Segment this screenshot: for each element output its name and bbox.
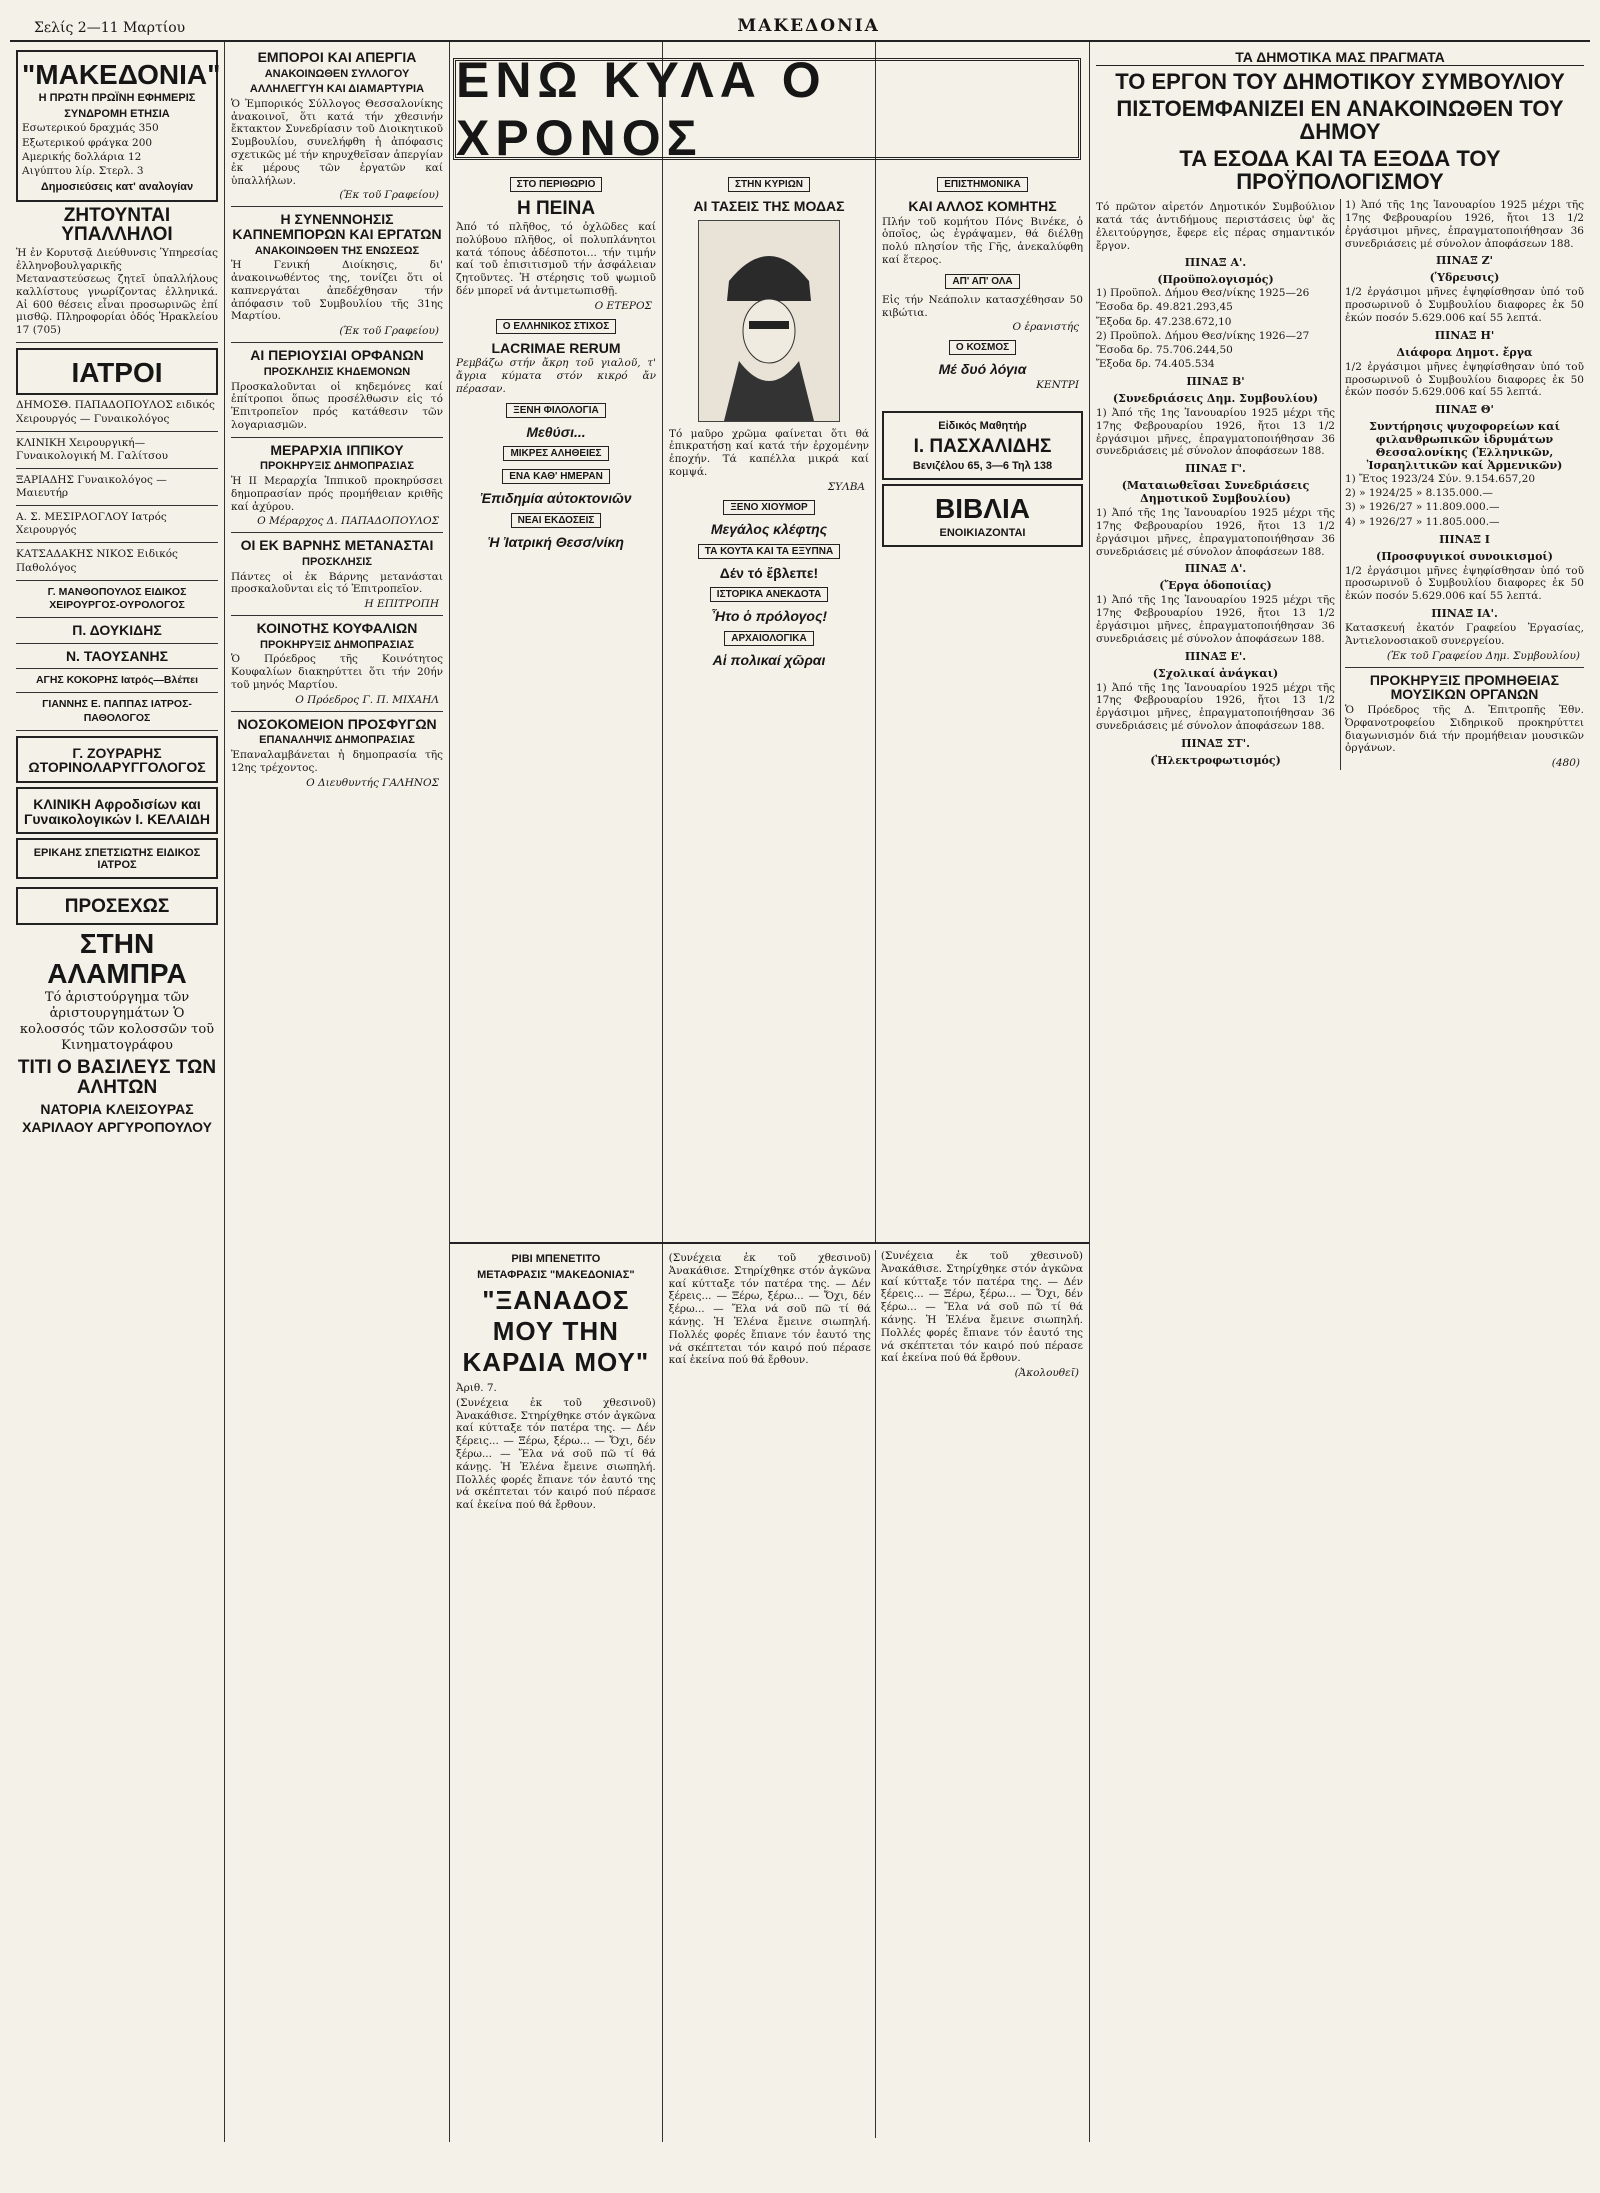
table-row: 2) » 1924/25 » 8.135.000.— <box>1345 487 1493 500</box>
article-text: 1/2 ἐργάσιμοι μῆνες ἐψηφίσθησαν ὑπό τοῦ προσωρινοῦ ὁ Συμβουλίου διαφορες ἐκ 50 ἐκών ποσόν 5.629.006 καί 55 λεπτά. <box>1345 564 1584 603</box>
cinema-text: Τό ἀριστούργημα τῶν ἀριστουργημάτων Ὁ κολοσσός τῶν κολοσσῶν τοῦ Κινηματογράφου <box>19 990 215 1053</box>
newspaper-title: ΜΑΚΕΔΟΝΙΑ <box>737 16 880 36</box>
subscription-box <box>16 50 221 202</box>
article-text: 1/2 ἐργάσιμοι μῆνες ἐψηφίσθησαν ὑπό τοῦ προσωρινοῦ ὁ Συμβουλίου διαφορες ἐκ 50 ἐκών ποσόν 5.629.006 καί 55 λεπτά. <box>1345 286 1584 324</box>
section-tag: ΞΕΝΗ ΦΙΛΟΛΟΓΙΑ <box>506 403 605 418</box>
paper-name: "ΜΑΚΕΔΟΝΙΑ" <box>22 59 221 90</box>
article-title: ΑΙ ΤΑΣΕΙΣ ΤΗΣ ΜΟΔΑΣ <box>693 198 845 214</box>
article-text: 1) Ἀπό τῆς 1ης Ἰανουαρίου 1925 μέχρι τῆς 17ης Φεβρουαρίου 1926, ἤτοι 13 1/2 ἐργάσιμοι μῆνες, ἐπραγματοποιήθησαν 36 συνεδριάσεις μέ σύνολον ἀποφάσεων 188. <box>1096 594 1335 645</box>
wanted-title: ΖΗΤΟΥΝΤΑΙ ΥΠΑΛΛΗΛΟΙ <box>61 204 173 246</box>
serial-translation: ΜΕΤΑΦΡΑΣΙΣ "ΜΑΚΕΔΟΝΙΑΣ" <box>477 1268 635 1281</box>
article-title: ΚΑΙ ΑΛΛΟΣ ΚΟΜΗΤΗΣ <box>908 198 1057 214</box>
paper-subtitle: Η ΠΡΩΤΗ ΠΡΩΪΝΗ ΕΦΗΜΕΡΙΣ <box>38 92 196 105</box>
table-title: ΠΙΝΑΞ Ε'. <box>1184 649 1247 663</box>
page-date: Σελίς 2—11 Μαρτίου <box>34 20 186 36</box>
subscription-line: Εξωτερικού φράγκα 200 <box>22 136 153 149</box>
books-ad: ΒΙΒΛΙΑ <box>935 493 1030 525</box>
article-subtitle: ΠΡΟΚΗΡΥΞΙΣ ΔΗΜΟΠΡΑΣΙΑΣ <box>260 638 414 651</box>
article-subtitle: ΠΡΟΚΗΡΥΞΙΣ ΔΗΜΟΠΡΑΣΙΑΣ <box>260 460 414 473</box>
doctor-ad: ΑΓΗΣ ΚΟΚΟΡΗΣ Ιατρός—Βλέπει <box>35 674 199 687</box>
article-title: ΜΕΡΑΡΧΙΑ ΙΠΠΙΚΟΥ <box>270 441 404 458</box>
subscription-line: Αιγύπτου λίρ. Στερλ. 3 <box>22 164 144 177</box>
article-text: Προσκαλοῦνται οἱ κηδεμόνες καί ἐπίτροποι ὅπως προσέλθωσιν εἰς τό Ἐπιτροπεῖον πρός κατάθεσιν τῶν λογαριασμῶν. <box>231 380 443 431</box>
article-subtitle: ΕΠΑΝΑΛΗΨΙΣ ΔΗΜΟΠΡΑΣΙΑΣ <box>259 734 415 747</box>
article-sign: Ο Διευθυντής ΓΑΛΗΝΟΣ <box>306 776 439 789</box>
doctor-ad: Π. ΔΟΥΚΙΔΗΣ <box>72 621 162 638</box>
article-sign: Ο ΕΤΕΡΟΣ <box>594 299 652 312</box>
article-title: Μέ δυό λόγια <box>938 361 1027 378</box>
article-title: Δέν τό ἔβλεπε! <box>719 564 819 581</box>
tailor-ad: Εἰδικός Μαθητήρ <box>938 420 1027 433</box>
table-subtitle: (Ἔργα ὁδοποιίας) <box>1159 579 1272 593</box>
table-row: 4) » 1926/27 » 11.805.000.— <box>1345 515 1500 528</box>
column-municipal <box>1090 42 1590 2142</box>
article-title: Αἱ πολικαί χῶραι <box>712 651 826 668</box>
section-tag: ΣΤΗΝ ΚΥΡΙΩΝ <box>728 177 810 192</box>
article-sign: Η ΕΠΙΤΡΟΠΗ <box>364 598 439 611</box>
budget-line: Ἔξοδα δρ. 47.238.672,10 <box>1096 315 1232 328</box>
headline: ΠΙΣΤΟΕΜΦΑΝΙΖΕΙ ΕΝ ΑΝΑΚΟΙΝΩΘΕΝ ΤΟΥ ΔΗΜΟΥ <box>1116 95 1564 144</box>
budget-line: Ἔσοδα δρ. 49.821.293,45 <box>1096 301 1233 314</box>
subscription-line: Αμερικής δολλάρια 12 <box>22 150 142 163</box>
doctor-ad: Ν. ΤΑΟΥΣΑΝΗΣ <box>65 647 169 664</box>
table-title: ΠΙΝΑΞ Ι <box>1439 532 1490 546</box>
article-text: Ρεμβάζω στήν ἄκρη τοῦ γιαλοῦ, τ' ἄγρια κύματα στόν κικρό ἄν πέρασαν. <box>456 357 656 395</box>
doctor-ad: ΚΛΙΝΙΚΗ Χειρουργική—Γυναικολογική Μ. Γαλίτσου <box>16 436 168 462</box>
middle-column-1 <box>450 42 663 1242</box>
section-tag: Ο ΕΛΛΗΝΙΚΟΣ ΣΤΙΧΟΣ <box>496 319 616 334</box>
budget-line: Ἔξοδα δρ. 74.405.534 <box>1096 357 1215 370</box>
article-title: Η ΣΥΝΕΝΝΟΗΣΙΣ ΚΑΠΝΕΜΠΟΡΩΝ ΚΑΙ ΕΡΓΑΤΩΝ <box>232 211 442 243</box>
table-title: ΠΙΝΑΞ Δ'. <box>1184 562 1247 576</box>
section-tag: ΝΕΑΙ ΕΚΔΟΣΕΙΣ <box>511 513 602 528</box>
table-subtitle: Συντήρησις ψυχοφορείων καί φιλανθρωπικῶν ἱδρυμάτων Θεσσαλονίκης (Ἑλληνικῶν, Ἰσραηλιτικῶν καί Ἀρμενικῶν) <box>1366 420 1563 473</box>
column-ads-left <box>10 42 225 2142</box>
article-subtitle: ΑΝΑΚΟΙΝΩΘΕΝ ΣΥΛΛΟΓΟΥ <box>264 67 410 80</box>
books-text: ΕΝΟΙΚΙΑΖΟΝΤΑΙ <box>939 526 1026 539</box>
section-heading: ΤΑ ΔΗΜΟΤΙΚΑ ΜΑΣ ΠΡΑΓΜΑΤΑ <box>1096 50 1584 66</box>
article-sign: Ο Μέραρχος Δ. ΠΑΠΑΔΟΠΟΥΛΟΣ <box>257 515 439 528</box>
subscription-title: ΣΥΝΔΡΟΜΗ ΕΤΗΣΙΑ <box>64 107 170 120</box>
feature-banner <box>447 54 1087 174</box>
article-title: Μεθύσι... <box>526 423 586 440</box>
doctor-ad: Γ. ΜΑΝΘΟΠΟΥΛΟΣ ΕΙΔΙΚΟΣ ΧΕΙΡΟΥΡΓΟΣ-ΟΥΡΟΛΟΓΟΣ <box>47 585 187 611</box>
headline: ΤΑ ΕΣΟΔΑ ΚΑΙ ΤΑ ΕΞΟΔΑ ΤΟΥ ΠΡΟΫΠΟΛΟΓΙΣΜΟΥ <box>1179 145 1501 195</box>
notice-sign: (480) <box>1551 757 1580 770</box>
article-text: Πάντες οἱ ἐκ Βάρνης μετανάσται προσκαλοῦνται εἰς τό Ἐπιτροπεῖον. <box>231 570 443 596</box>
table-subtitle: (Προϋπολογισμός) <box>1157 273 1274 287</box>
doctor-ad: ΔΗΜΟΣΘ. ΠΑΠΑΔΟΠΟΥΛΟΣ ειδικός Χειρουργός — Γυναικολόγος <box>16 399 215 425</box>
table-title: ΠΙΝΑΞ Θ' <box>1435 403 1494 417</box>
notice-text: Ὁ Πρόεδρος τῆς Δ. Ἐπιτροπῆς Ἐθν. Ὀρφανοτροφείου Σιδηρικοῦ προκηρύττει διαγωνισμόν διά τήν προμήθειαν μουσικῶν ὀργάνων. <box>1345 703 1584 755</box>
article-sign: (Ἐκ τοῦ Γραφείου) <box>339 189 439 202</box>
table-row: 1) Ἔτος 1923/24 Σύν. 9.154.657,20 <box>1345 473 1536 486</box>
doctor-ad: Α. Σ. ΜΕΣΙΡΛΟΓΛΟΥ Ιατρός Χειρουργός <box>16 511 167 537</box>
article-title: LACRIMAE RERUM <box>491 339 621 356</box>
article-title: ΑΙ ΠΕΡΙΟΥΣΙΑΙ ΟΡΦΑΝΩΝ <box>250 347 424 364</box>
newspaper-page <box>10 10 1590 2170</box>
section-tag: ΕΝΑ ΚΑΘ' ΗΜΕΡΑΝ <box>502 469 610 484</box>
article-sign: Ο Πρόεδρος Γ. Π. ΜΙΧΑΗΛ <box>295 693 439 706</box>
article-text: Ἀπό τό πλῆθος, τό ὀχλῶδες καί πολύβουο πλῆθος, οἱ πολυπλάνητοι κατά τόπους ἀδέσποτοι... τήν τιμήν καί τοῦ ἐπισιτισμοῦ τήν ἀσφάλειαν ζητοῦντες. Ἡ στέρησις τοῦ ψωμιοῦ δέν μπορεῖ νά ἀντιμετωπισθῇ. <box>456 220 656 297</box>
table-subtitle: (Σχολικαί ἀνάγκαι) <box>1152 666 1279 680</box>
article-text: 1) Ἀπό τῆς 1ης Ἰανουαρίου 1925 μέχρι τῆς 17ης Φεβρουαρίου 1926, ἤτοι 13 1/2 ἐργάσιμοι μῆνες, ἐπραγματοποιήθησαν 36 συνεδριάσεις μέ σύνολον ἀποφάσεων 188. <box>1096 407 1335 458</box>
article-sign: ΣΥΛΒΑ <box>827 480 865 493</box>
attention-heading: ΠΡΟΣΕΧΩΣ <box>64 896 170 918</box>
doctors-title: ΙΑΤΡΟΙ <box>71 356 163 388</box>
table-row: 3) » 1926/27 » 11.809.000.— <box>1345 501 1500 514</box>
budget-line: 2) Προϋπολ. Δήμου Θεσ/νίκης 1926—27 <box>1096 329 1310 342</box>
article-text: 1/2 ἐργάσιμοι μῆνες ἐψηφίσθησαν ὑπό τοῦ προσωρινοῦ ὁ Συμβουλίου διαφορες ἐκ 50 ἐκών ποσόν 5.629.006 καί 55 λεπτά. <box>1345 360 1584 399</box>
article-text: Ὁ Ἐμπορικός Σύλλογος Θεσσαλονίκης ἀνακοινοῖ, ὅτι κατά τήν χθεσινήν ἔκτακτον Συνεδρίασιν τοῦ Διοικητικοῦ Συμβουλίου, συνελήφθη ἡ ἀπόφασις σχετικῶς μέ τήν κηρυχθεῖσαν ἀπεργίαν ἐκ μέρους τῶν ἐργατῶν καί ὑπαλλήλων. <box>231 97 443 187</box>
article-text: 1) Ἀπό τῆς 1ης Ἰανουαρίου 1925 μέχρι τῆς 17ης Φεβρουαρίου 1926, ἤτοι 13 1/2 ἐργάσιμοι μῆνες, ἐπραγματοποιήθησαν 36 συνεδριάσεις μέ σύνολον ἀποφάσεων 188. <box>1096 681 1335 733</box>
budget-line: 1) Προϋπολ. Δήμου Θεσ/νίκης 1925—26 <box>1096 287 1310 300</box>
masthead <box>10 10 1590 42</box>
actors-line: ΧΑΡΙΛΑΟΥ ΑΡΓΥΡΟΠΟΥΛΟΥ <box>22 1119 212 1136</box>
article-sign: Ο ἐρανιστής <box>1012 321 1079 334</box>
section-tag: ΜΙΚΡΕΣ ΑΛΗΘΕΙΕΣ <box>503 446 608 461</box>
ads-note: Δημοσιεύσεις κατ' αναλογίαν <box>40 180 194 193</box>
film-title: ΤΙΤΙ Ο ΒΑΣΙΛΕΥΣ ΤΩΝ ΑΛΗΤΩΝ <box>17 1056 217 1098</box>
notice-title: ΠΡΟΚΗΡΥΞΙΣ ΠΡΟΜΗΘΕΙΑΣ ΜΟΥΣΙΚΩΝ ΟΡΓΑΝΩΝ <box>1369 671 1560 703</box>
section-tag: ΑΡΧΑΙΟΛΟΓΙΚΑ <box>724 631 813 646</box>
article-title: ΟΙ ΕΚ ΒΑΡΝΗΣ ΜΕΤΑΝΑΣΤΑΙ <box>240 537 434 554</box>
article-text: 1) Ἀπό τῆς 1ης Ἰανουαρίου 1925 μέχρι τῆς 17ης Φεβρουαρίου 1926, ἤτοι 13 1/2 ἐργάσιμοι μῆνες, ἐπραγματοποιήθησαν 36 συνεδριάσεις μέ σύνολον ἀποφάσεων 188. <box>1096 507 1335 558</box>
article-sign: (Ἐκ τοῦ Γραφείου Δημ. Συμβουλίου) <box>1386 649 1580 662</box>
article-title: Ἦτο ὁ πρόλογος! <box>710 608 828 625</box>
article-subtitle: ΑΝΑΚΟΙΝΩΘΕΝ ΤΗΣ ΕΝΩΣΕΩΣ <box>254 244 420 257</box>
article-text: 1) Ἀπό τῆς 1ης Ἰανουαρίου 1925 μέχρι τῆς 17ης Φεβρουαρίου 1926, ἤτοι 13 1/2 ἐργάσιμοι μῆνες, ἐπραγματοποιήθησαν 36 συνεδριάσεις μέ σύνολον ἀποφάσεων 188. <box>1345 199 1584 250</box>
serial-number: Ἀριθ. 7. <box>456 1382 497 1395</box>
article-subtitle: ΠΡΟΣΚΛΗΣΙΣ ΚΗΔΕΜΟΝΩΝ <box>263 365 411 378</box>
article-text: Ὁ Πρόεδρος τῆς Κοινότητος Κουφαλίων διακηρύττει ὅτι τήν 20ήν τοῦ μηνός Μαρτίου. <box>231 653 443 691</box>
article-title: Η ΠΕΙΝΑ <box>516 198 596 219</box>
table-subtitle: (Ματαιωθεῖσαι Συνεδριάσεις Δημοτικοῦ Συμβουλίου) <box>1121 479 1310 506</box>
table-title: ΠΙΝΑΞ Γ'. <box>1185 462 1246 476</box>
middle-column-3 <box>876 42 1089 1242</box>
fashion-illustration <box>698 220 840 422</box>
wanted-text: Ἡ ἐν Κορυτσᾷ Διεύθυνσις Ὑπηρεσίας ἐλληνοβουλγαρικῆς Μεταναστεύσεως ζητεῖ ὑπαλλήλους καλλίστους γνωρίζοντας ἐλληνικά. Αἱ 600 θέσεις εἶναι προσωρινῶς ἐπί μισθῷ. Πληροφορίαι ὁδός Ἡρακλείου 17 (705) <box>16 247 218 337</box>
article-title: ΝΟΣΟΚΟΜΕΙΟΝ ΠΡΟΣΦΥΓΩΝ <box>237 715 437 732</box>
table-title: ΠΙΝΑΞ Ζ' <box>1435 254 1494 268</box>
doctor-ad: Γ. ΖΟΥΡΑΡΗΣ ΩΤΟΡΙΝΟΛΑΡΥΓΓΟΛΟΓΟΣ <box>28 744 206 776</box>
table-subtitle: (Προσφυγικοί συνοικισμοί) <box>1376 549 1553 563</box>
serial-text: (Συνέχεια ἐκ τοῦ χθεσινοῦ) Ἀνακάθισε. Στηρίχθηκε στόν ἀγκῶνα καί κύτταξε τόν πατέρα της. — Δέν ξέρεις... — Ξέρω, ξέρω... — Ὄχι, δέν ξέρω... — Ἔλα νά σοῦ πῶ τί θά κάνῃς. Ἡ Ἐλένα ἔμεινε σιωπηλή. Πολλές φορές ἔπιανε τόν ἑαυτό της νά σκέπτεται τόν καιρό πού πέρασε καί ἐκείνα πού θά ἔρθουν. <box>456 1396 656 1512</box>
doctor-ad: ΕΡΙΚΑΗΣ ΣΠΕΤΣΙΩΤΗΣ ΕΙΔΙΚΟΣ ΙΑΤΡΟΣ <box>33 847 201 871</box>
article-title: Ἐπιδημία αὐτοκτονιῶν <box>480 490 632 507</box>
feature-banner-title: ΕΝΩ ΚΥΛΑ Ο ΧΡΟΝΟΣ <box>453 58 1081 160</box>
section-tag: ΑΠ' ΑΠ' ΟΛΑ <box>945 274 1019 289</box>
cinema-name: ΣΤΗΝ ΑΛΑΜΠΡΑ <box>47 928 187 989</box>
serial-text: (Συνέχεια ἐκ τοῦ χθεσινοῦ) Ἀνακάθισε. Στηρίχθηκε στόν ἀγκῶνα καί κύτταξε τόν πατέρα της. — Δέν ξέρεις... — Ξέρω, ξέρω... — Ὄχι, δέν ξέρω... — Ἔλα νά σοῦ πῶ τί θά κάνῃς. Ἡ Ἐλένα ἔμεινε σιωπηλή. Πολλές φορές ἔπιανε τόν ἑαυτό της νά σκέπτεται τόν καιρό πού πέρασε καί ἐκείνα πού θά ἔρθουν. <box>668 1252 871 1367</box>
tailor-name: Ι. ΠΑΣΧΑΛΙΔΗΣ <box>913 435 1052 457</box>
serial-author: ΡΙΒΙ ΜΠΕΝΕΤΙΤΟ <box>511 1253 601 1265</box>
doctor-ad: ΚΛΙΝΙΚΗ Αφροδισίων και Γυναικολογικών Ι. ΚΕΛΑΙΔΗ <box>23 796 211 827</box>
article-text: Κατασκευή ἑκατόν Γραφείου Ἐργασίας, Ἀντιελονοσιακοῦ συνεργείου. <box>1345 622 1584 647</box>
serial-continued <box>663 1244 1089 2142</box>
article-text: Ἡ Γενική Διοίκησις, δι' ἀνακοινωθέντος της, τονίζει ὅτι οἱ καπνεργάται ἀπεδέχθησαν τήν ἀπόφασιν τοῦ Συμβουλίου τῆς 31ης Μαρτίου. <box>231 259 443 323</box>
article-sign: (Ἐκ τοῦ Γραφείου) <box>339 325 439 338</box>
table-subtitle: (Συνεδριάσεις Δημ. Συμβουλίου) <box>1112 392 1319 406</box>
article-text: Ἐπαναλαμβάνεται ἡ δημοπρασία τῆς 12ης τρέχοντος. <box>231 749 443 774</box>
table-title: ΠΙΝΑΞ Η' <box>1434 328 1495 342</box>
article-title: ΕΜΠΟΡΟΙ ΚΑΙ ΑΠΕΡΓΙΑ <box>257 49 417 65</box>
serial-column <box>450 1244 663 2142</box>
budget-line: Ἔσοδα δρ. 75.706.244,50 <box>1096 343 1233 356</box>
serial-sign: (Ἀκολουθεῖ) <box>1014 1367 1079 1380</box>
actors-line: ΝΑΤΟΡΙΑ ΚΛΕΙΣΟΥΡΑΣ <box>40 1100 194 1117</box>
doctor-ad: ΓΙΑΝΝΗΣ Ε. ΠΑΠΠΑΣ ΙΑΤΡΟΣ-ΠΑΘΟΛΟΓΟΣ <box>42 698 192 724</box>
tailor-address: Βενιζέλου 65, 3—6 Τηλ 138 <box>912 459 1053 472</box>
article-title: Ἡ Ἰατρική Θεσσ/νίκη <box>488 534 624 551</box>
article-text: Τό πρῶτον αἱρετόν Δημοτικόν Συμβούλιον κατά τάς ἀντιδήμους περιστάσεις ὑφ' ἅς ἐλειτούργησε, ἔφερε εἰς πέρας σημαντικόν ἔργον. <box>1096 201 1335 252</box>
doctor-ad: ΞΑΡΙΑΔΗΣ Γυναικολόγος — Μαιευτήρ <box>16 473 167 499</box>
headline: ΤΟ ΕΡΓΟΝ ΤΟΥ ΔΗΜΟΤΙΚΟΥ ΣΥΜΒΟΥΛΙΟΥ <box>1115 68 1565 94</box>
middle-column-2 <box>663 42 876 1242</box>
table-title: ΠΙΝΑΞ Α'. <box>1184 256 1247 270</box>
article-text: Τό μαῦρο χρῶμα φαίνεται ὅτι θά ἐπικρατήσῃ καί κατά τήν ἐρχομένην ἐποχήν. Τά καπέλλα μικρά καί κομψά. <box>669 427 869 479</box>
subscription-line: Εσωτερικού δραχμάς 350 <box>22 122 159 135</box>
serial-text: (Συνέχεια ἐκ τοῦ χθεσινοῦ) Ἀνακάθισε. Στηρίχθηκε στόν ἀγκῶνα καί κύτταξε τόν πατέρα της. — Δέν ξέρεις... — Ξέρω, ξέρω... — Ὄχι, δέν ξέρω... — Ἔλα νά σοῦ πῶ τί θά κάνῃς. Ἡ Ἐλένα ἔμεινε σιωπηλή. Πολλές φορές ἔπιανε τόν ἑαυτό της νά σκέπτεται τόν καιρό πού πέρασε καί ἐκείνα πού θά ἔρθουν. <box>880 1250 1083 1365</box>
section-tag: ΞΕΝΟ ΧΙΟΥΜΟΡ <box>723 500 814 515</box>
serial-title: "ΞΑΝΑΔΟΣ ΜΟΥ ΤΗΝ ΚΑΡΔΙΑ ΜΟΥ" <box>462 1285 650 1378</box>
table-subtitle: Διάφορα Δημοτ. ἔργα <box>1396 345 1533 359</box>
table-title: ΠΙΝΑΞ ΣΤ'. <box>1181 736 1250 750</box>
table-title: ΠΙΝΑΞ ΙΑ'. <box>1431 607 1498 621</box>
article-title: Μεγάλος κλέφτης <box>710 520 828 537</box>
article-subtitle: ΑΛΛΗΛΕΓΓΥΗ ΚΑΙ ΔΙΑΜΑΡΤΥΡΙΑ <box>249 83 425 96</box>
section-tag: ΣΤΟ ΠΕΡΙΘΩΡΙΟ <box>510 177 603 192</box>
table-subtitle: (Ἠλεκτροφωτισμός) <box>1150 753 1281 767</box>
doctor-ad: ΚΑΤΣΑΔΑΚΗΣ ΝΙΚΟΣ Ειδικός Παθολόγος <box>16 548 178 574</box>
article-text: Πλήν τοῦ κομήτου Πόνς Βινέκε, ὁ ὁποῖος, ὡς ἐγράψαμεν, θά διέλθῃ πολύ πλησίον τῆς Γῆς, ἀνεκαλύφθη καί ἕτερος. <box>882 215 1083 267</box>
column-notices <box>225 42 450 2142</box>
article-title: ΚΟΙΝΟΤΗΣ ΚΟΥΦΑΛΙΩΝ <box>256 620 418 637</box>
column-middle <box>450 42 1090 2142</box>
article-subtitle: ΠΡΟΣΚΛΗΣΙΣ <box>302 556 372 568</box>
section-tag: ΕΠΙΣΤΗΜΟΝΙΚΑ <box>937 177 1028 192</box>
section-tag: ΙΣΤΟΡΙΚΑ ΑΝΕΚΔΟΤΑ <box>710 587 828 602</box>
section-tag: ΤΑ ΚΟΥΤΑ ΚΑΙ ΤΑ ΕΞΥΠΝΑ <box>698 544 840 559</box>
article-text: Ἡ ΙΙ Μεραρχία Ἱππικοῦ προκηρύσσει δημοπρασίαν πρός προμήθειαν κριθῆς καί ἀχύρου. <box>231 474 443 513</box>
article-sign: ΚΕΝΤΡΙ <box>1036 379 1079 392</box>
table-title: ΠΙΝΑΞ Β' <box>1186 375 1245 389</box>
table-subtitle: (Ὑδρευσις) <box>1429 271 1500 285</box>
section-tag: Ο ΚΟΣΜΟΣ <box>949 340 1016 355</box>
article-text: Εἰς τήν Νεάπολιν κατασχέθησαν 50 κιβώτια. <box>882 293 1083 319</box>
